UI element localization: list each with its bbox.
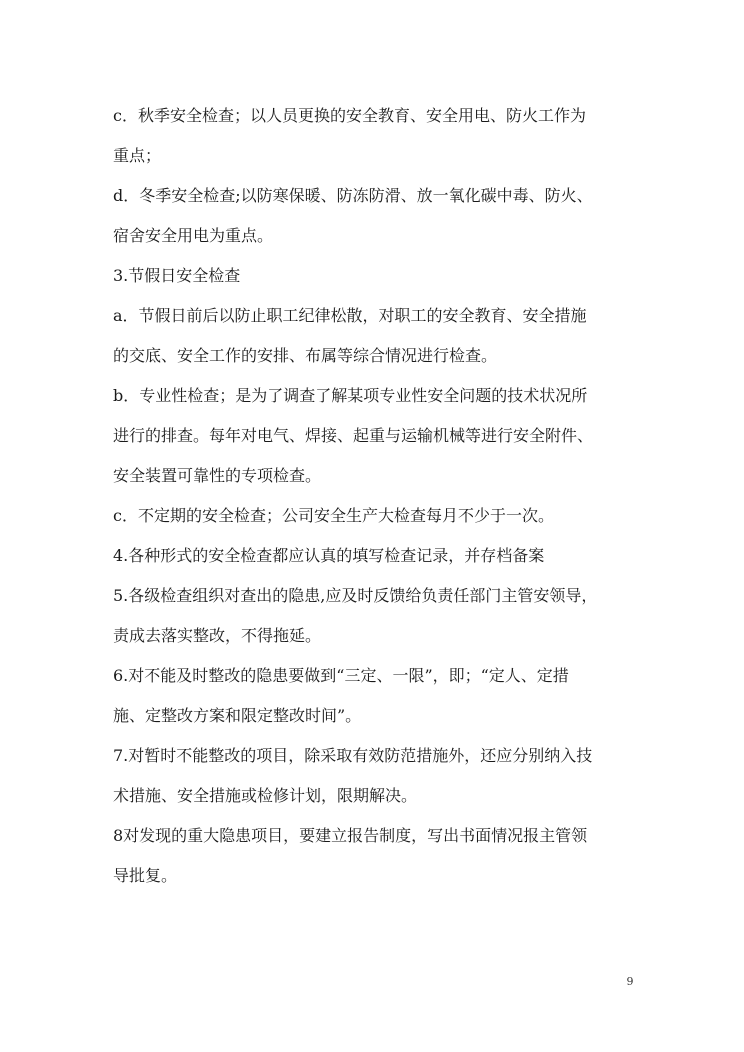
text-line: 责成去落实整改，不得拖延。 bbox=[113, 626, 322, 645]
text-line: 5.各级检查组织对查出的隐患,应及时反馈给负责任部门主管安领导， bbox=[113, 586, 598, 605]
document-body bbox=[113, 96, 658, 896]
text-line: 导批复。 bbox=[113, 866, 178, 885]
text-line: 施、定整改方案和限定整改时间”。 bbox=[113, 706, 362, 725]
text-line: 宿舍安全用电为重点。 bbox=[113, 226, 274, 245]
text-line: 的交底、安全工作的安排、布属等综合情况进行检查。 bbox=[113, 346, 498, 365]
text-line: 重点； bbox=[113, 146, 162, 165]
text-line: b．专业性检查；是为了调查了解某项专业性安全问题的技术状况所 bbox=[113, 386, 588, 405]
text-line: 6.对不能及时整改的隐患要做到“三定、一限”，即；“定人、定措 bbox=[113, 666, 569, 685]
text-line: 7.对暂时不能整改的项目，除采取有效防范措施外，还应分别纳入技 bbox=[113, 746, 593, 765]
text-line: 进行的排查。每年对电气、焊接、起重与运输机械等进行安全附件、 bbox=[113, 426, 594, 445]
text-line: a．节假日前后以防止职工纪律松散，对职工的安全教育、安全措施 bbox=[113, 306, 587, 325]
text-line: 安全装置可靠性的专项检查。 bbox=[113, 466, 322, 485]
page-number: 9 bbox=[626, 975, 634, 988]
text-line: c．不定期的安全检查；公司安全生产大检查每月不少于一次。 bbox=[113, 506, 554, 525]
text-line: 8对发现的重大隐患项目，要建立报告制度，写出书面情况报主管领 bbox=[113, 826, 588, 845]
text-line: 4.各种形式的安全检查都应认真的填写检查记录，并存档备案 bbox=[113, 546, 545, 565]
section-heading: 3.节假日安全检查 bbox=[113, 266, 241, 285]
text-line: 术措施、安全措施或检修计划，限期解决。 bbox=[113, 786, 418, 805]
text-line: c．秋季安全检查；以人员更换的安全教育、安全用电、防火工作为 bbox=[113, 106, 586, 125]
text-line: d．冬季安全检查;以防寒保暖、防冻防滑、放一氧化碳中毒、防火、 bbox=[113, 186, 593, 205]
